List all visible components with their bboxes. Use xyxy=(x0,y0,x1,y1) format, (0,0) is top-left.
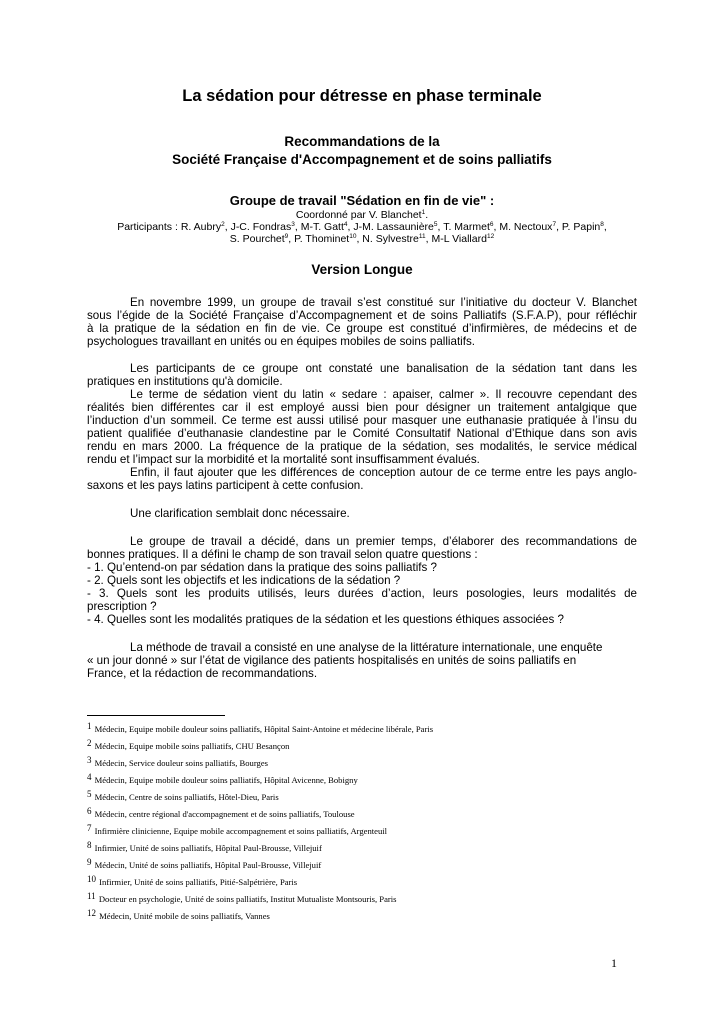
participant: T. Marmet xyxy=(443,221,490,233)
footnote-text: Médecin, Equipe mobile soins palliatifs, CHU Besançon xyxy=(94,741,290,751)
footnote-number: 11 xyxy=(87,891,96,901)
body-line: Les participants de ce groupe ont constaté une banalisation de la sédation tant dans les xyxy=(130,362,637,375)
coordinator-note: 1 xyxy=(421,209,426,216)
participant: J-C. Fondras xyxy=(230,221,292,233)
participant: P. Papin xyxy=(561,221,601,233)
body-line: France, et la rédaction de recommandations. xyxy=(87,667,318,680)
footnote-number: 5 xyxy=(87,789,92,799)
subtitle-line-2: Société Française d'Accompagnement et de soins palliatifs xyxy=(172,152,552,167)
participant-note: 12 xyxy=(486,233,495,240)
footnote-number: 7 xyxy=(87,823,92,833)
footnote-text: Médecin, centre régional d'accompagnement et de soins palliatifs, Toulouse xyxy=(94,809,355,819)
body-line: Enfin, il faut ajouter que les différences de conception autour de ce terme entre les pays anglo- xyxy=(130,466,637,479)
participant: M-T. Gatt xyxy=(300,221,344,233)
working-group-title: Groupe de travail "Sédation en fin de vie" : xyxy=(229,193,495,208)
footnote-text: Médecin, Unité mobile de soins palliatifs, Vannes xyxy=(99,911,270,921)
participants-label: Participants : xyxy=(117,221,181,233)
footnote-number: 8 xyxy=(87,840,92,850)
body-line: bonnes pratiques. Il a défini le champ de son travail selon quatre questions : xyxy=(87,548,478,561)
footnote xyxy=(87,840,322,853)
participant-note: 11 xyxy=(418,233,426,240)
participant: M-L Viallard xyxy=(431,233,487,245)
question-item: - 3. Quels sont les produits utilisés, leurs durées d’action, leurs posologies, leurs modalités de xyxy=(87,587,637,600)
body-line: Le terme de sédation vient du latin « sedare : apaiser, calmer ». Il recouvre cependant des xyxy=(130,388,637,401)
question-item: - 1. Qu’entend-on par sédation dans la pratique des soins palliatifs ? xyxy=(87,561,437,574)
participant-note: 3 xyxy=(291,221,295,228)
participant-note: 4 xyxy=(343,221,348,228)
body-line: prescription ? xyxy=(87,600,157,613)
body-line: patient qualifiée d’euthanasie clandestine par le Comité Consultatif National d’Ethique dans son avis xyxy=(87,427,637,440)
question-item: - 4. Quelles sont les modalités pratiques de la sédation et les questions éthiques associées ? xyxy=(87,613,564,626)
footnote-number: 6 xyxy=(87,806,92,816)
footnote xyxy=(87,908,270,921)
footnote-separator xyxy=(87,715,225,716)
participant-note: 9 xyxy=(284,233,289,240)
footnote-text: Infirmier, Unité de soins palliatifs, Hôpital Paul-Brousse, Villejuif xyxy=(94,843,322,853)
participant-note: 5 xyxy=(433,221,438,228)
body-line: rendu et l’impact sur la morbidité et la mortalité sont insuffisamment évalués. xyxy=(87,453,480,466)
body-line: réalités bien différentes car il est employé aussi bien pour désigner un traitement antalgique que xyxy=(87,401,637,414)
version-heading: Version Longue xyxy=(311,262,413,277)
coordinator-period: . xyxy=(425,209,429,221)
footnote-text: Médecin, Equipe mobile douleur soins palliatifs, Hôpital Avicenne, Bobigny xyxy=(94,775,358,785)
footnote-text: Médecin, Equipe mobile douleur soins palliatifs, Hôpital Saint-Antoine et médecine libérale, Paris xyxy=(94,724,434,734)
participants-line-1: Participants : R. Aubry$^2$, J-C. Fondras$^3$, M-T. Gatt$^4$, J-M. Lassaunière$^5$, T. Marmet$^6$, M. Nectoux$^7$, P. Papin$^8$, xyxy=(117,221,607,233)
body-line: à la pratique de la sédation en fin de vie. Ce groupe est constitué d’infirmières, de médecins et de xyxy=(87,322,637,335)
participant-note: 6 xyxy=(489,221,494,228)
participant-note: 8 xyxy=(600,221,604,228)
footnote-number: 12 xyxy=(87,908,96,918)
footnote-text: Infirmier, Unité de soins palliatifs, Pitié-Salpétrière, Paris xyxy=(99,877,298,887)
participants-line-2: S. Pourchet$^9$, P. Thominet$^{10}$, N. Sylvestre$^{11}$, M-L Viallard$^{12}$ xyxy=(229,233,495,245)
participant-note: 7 xyxy=(552,221,557,228)
question-item: - 2. Quels sont les objectifs et les indications de la sédation ? xyxy=(87,574,401,587)
footnote xyxy=(87,806,355,819)
participant-note: 10 xyxy=(349,233,357,240)
page-number: 1 xyxy=(611,956,617,970)
footnote xyxy=(87,789,279,802)
footnote xyxy=(87,857,321,870)
participant: J-M. Lassaunière xyxy=(353,221,434,233)
footnote-number: 4 xyxy=(87,772,92,782)
body-line: sous l’égide de la Société Française d’Accompagnement et de soins Palliatifs (S.F.A.P), pour réfléchir xyxy=(87,309,637,322)
footnote-text: Médecin, Centre de soins palliatifs, Hôtel-Dieu, Paris xyxy=(94,792,279,802)
footnote xyxy=(87,755,268,768)
participant-note: 2 xyxy=(221,221,225,228)
participant: M. Nectoux xyxy=(499,221,553,233)
body-line: l’induction d’un sommeil. Ce terme est aussi utilisé pour masquer une euthanasie pratiquée à l’insu du xyxy=(87,414,637,427)
footnote-number: 9 xyxy=(87,857,92,867)
body-line: La méthode de travail a consisté en une analyse de la littérature internationale, une enquête xyxy=(130,641,603,654)
footnote xyxy=(87,823,387,836)
footnote-number: 1 xyxy=(87,721,92,731)
coordinator-text: Coordonné par V. Blanchet xyxy=(295,209,422,221)
footnote-text: Médecin, Service douleur soins palliatifs, Bourges xyxy=(94,758,269,768)
participant: S. Pourchet xyxy=(229,233,285,245)
body-line: Une clarification semblait donc nécessaire. xyxy=(130,507,350,520)
coordinator-line xyxy=(0,209,724,221)
body-line: psychologues travaillant en unités ou en équipes mobiles de soins palliatifs. xyxy=(87,335,475,348)
body-line: saxons et les pays latins participent à cette confusion. xyxy=(87,479,364,492)
participant: R. Aubry xyxy=(180,221,222,233)
footnote xyxy=(87,738,289,751)
footnote xyxy=(87,721,433,734)
footnote-number: 3 xyxy=(87,755,92,765)
body-line: Le groupe de travail a décidé, dans un premier temps, d’élaborer des recommandations de xyxy=(130,535,637,548)
body-line: pratiques en institutions qu'à domicile. xyxy=(87,375,283,388)
footnote-number: 10 xyxy=(87,874,96,884)
footnote-number: 2 xyxy=(87,738,92,748)
document-title: La sédation pour détresse en phase terminale xyxy=(182,87,542,105)
body-line: En novembre 1999, un groupe de travail s’est constitué sur l’initiative du docteur V. Blanchet xyxy=(130,296,637,309)
body-line: « un jour donné » sur l’état de vigilance des patients hospitalisés en unités de soins palliatifs en xyxy=(87,654,577,667)
footnote xyxy=(87,874,297,887)
footnote-text: Docteur en psychologie, Unité de soins palliatifs, Institut Mutualiste Montsouris, Paris xyxy=(98,894,397,904)
subtitle-line-1: Recommandations de la xyxy=(284,134,440,149)
participant: N. Sylvestre xyxy=(362,233,419,245)
footnote xyxy=(87,772,358,785)
body-line: rendu en mars 2000. La fréquence de la pratique de la sédation, ses modalités, le service médical xyxy=(87,440,637,453)
participant: P. Thominet xyxy=(294,233,350,245)
footnote-text: Infirmière clinicienne, Equipe mobile accompagnement et soins palliatifs, Argenteuil xyxy=(94,826,388,836)
footnote-text: Médecin, Unité de soins palliatifs, Hôpital Paul-Brousse, Villejuif xyxy=(94,860,322,870)
footnote xyxy=(87,891,396,904)
